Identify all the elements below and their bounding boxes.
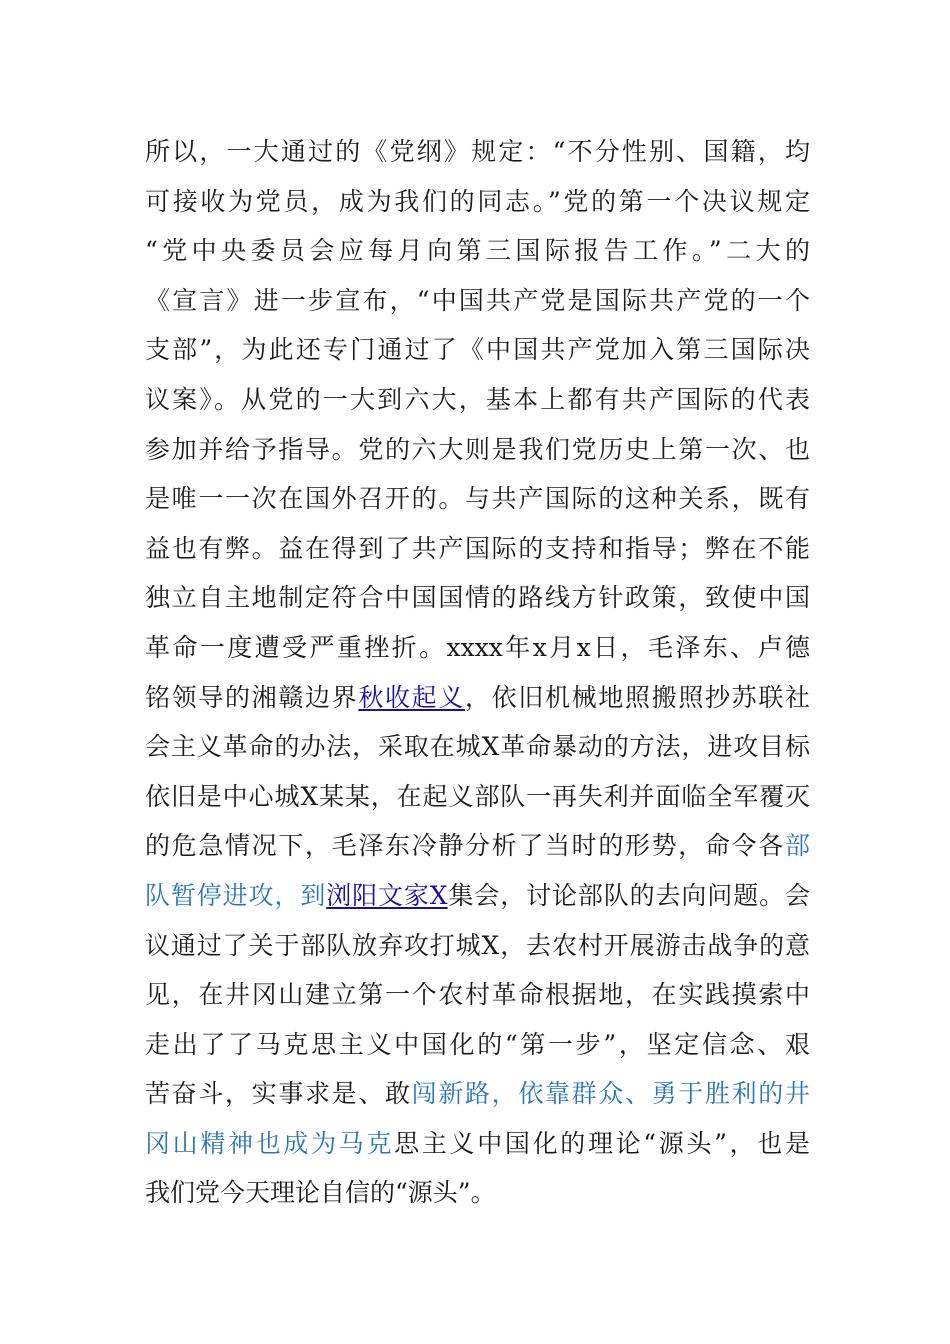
text-line: 革命一度遭受严重挫折。xxxx年x月x日，毛泽东、卢德 — [145, 632, 810, 662]
highlighted-text: 闯新路，依靠群众、勇于胜利的井 — [411, 1079, 810, 1109]
document-body — [145, 127, 810, 1218]
text-line: 走出了了马克思主义中国化的“第一步”，坚定信念、艰 — [145, 1029, 810, 1059]
text-line: 是唯一一次在国外召开的。与共产国际的这种关系，既有 — [145, 484, 810, 514]
text-line: 所以，一大通过的《党纲》规定：“不分性别、国籍，均 — [145, 137, 810, 166]
text-line: 依旧是中心城X某某，在起义部队一再失利并面临全军覆灭 — [145, 781, 810, 811]
text-line: 《宣言》进一步宣布，“中国共产党是国际共产党的一个 — [145, 285, 810, 315]
text-line: 的危急情况下，毛泽东冷静分析了当时的形势，命令各部 — [145, 831, 810, 861]
text-line: 可接收为党员，成为我们的同志。”党的第一个决议规定 — [145, 186, 810, 216]
text-line: 支部”，为此还专门通过了《中国共产党加入第三国际决 — [145, 335, 810, 365]
link-autumn-harvest-uprising[interactable]: 秋收起义 — [358, 682, 465, 712]
highlighted-text: 队暂停进攻，到 — [145, 880, 327, 910]
text-line: 苦奋斗，实事求是、敢闯新路，依靠群众、勇于胜利的井 — [145, 1079, 810, 1109]
text-line: 会主义革命的办法，采取在城X革命暴动的方法，进攻目标 — [145, 732, 810, 762]
text-line: 议通过了关于部队放弃攻打城X，去农村开展游击战争的意 — [145, 930, 810, 960]
highlighted-text: 部 — [784, 831, 810, 861]
link-liuyang-wenjia[interactable]: 浏阳文家X — [326, 880, 448, 910]
text-line: 我们党今天理论自信的“源头”。 — [145, 1178, 496, 1208]
text-line: 益也有弊。益在得到了共产国际的支持和指导；弊在不能 — [145, 533, 810, 563]
text-line: 见，在井冈山建立第一个农村革命根据地，在实践摸索中 — [145, 980, 810, 1010]
text-line: “党中央委员会应每月向第三国际报告工作。”二大的 — [145, 236, 810, 266]
text-line: 队暂停进攻，到浏阳文家X集会，讨论部队的去向问题。会 — [145, 880, 810, 910]
text-line: 铭领导的湘赣边界秋收起义，依旧机械地照搬照抄苏联社 — [145, 682, 810, 712]
text-line: 议案》。从党的一大到六大，基本上都有共产国际的代表 — [145, 384, 810, 414]
text-line: 独立自主地制定符合中国国情的路线方针政策，致使中国 — [145, 583, 810, 613]
highlighted-text: 冈山精神也成为马克 — [145, 1128, 395, 1158]
text-line: 冈山精神也成为马克思主义中国化的理论“源头”，也是 — [145, 1128, 810, 1158]
text-line: 参加并给予指导。党的六大则是我们党历史上第一次、也 — [145, 434, 810, 464]
